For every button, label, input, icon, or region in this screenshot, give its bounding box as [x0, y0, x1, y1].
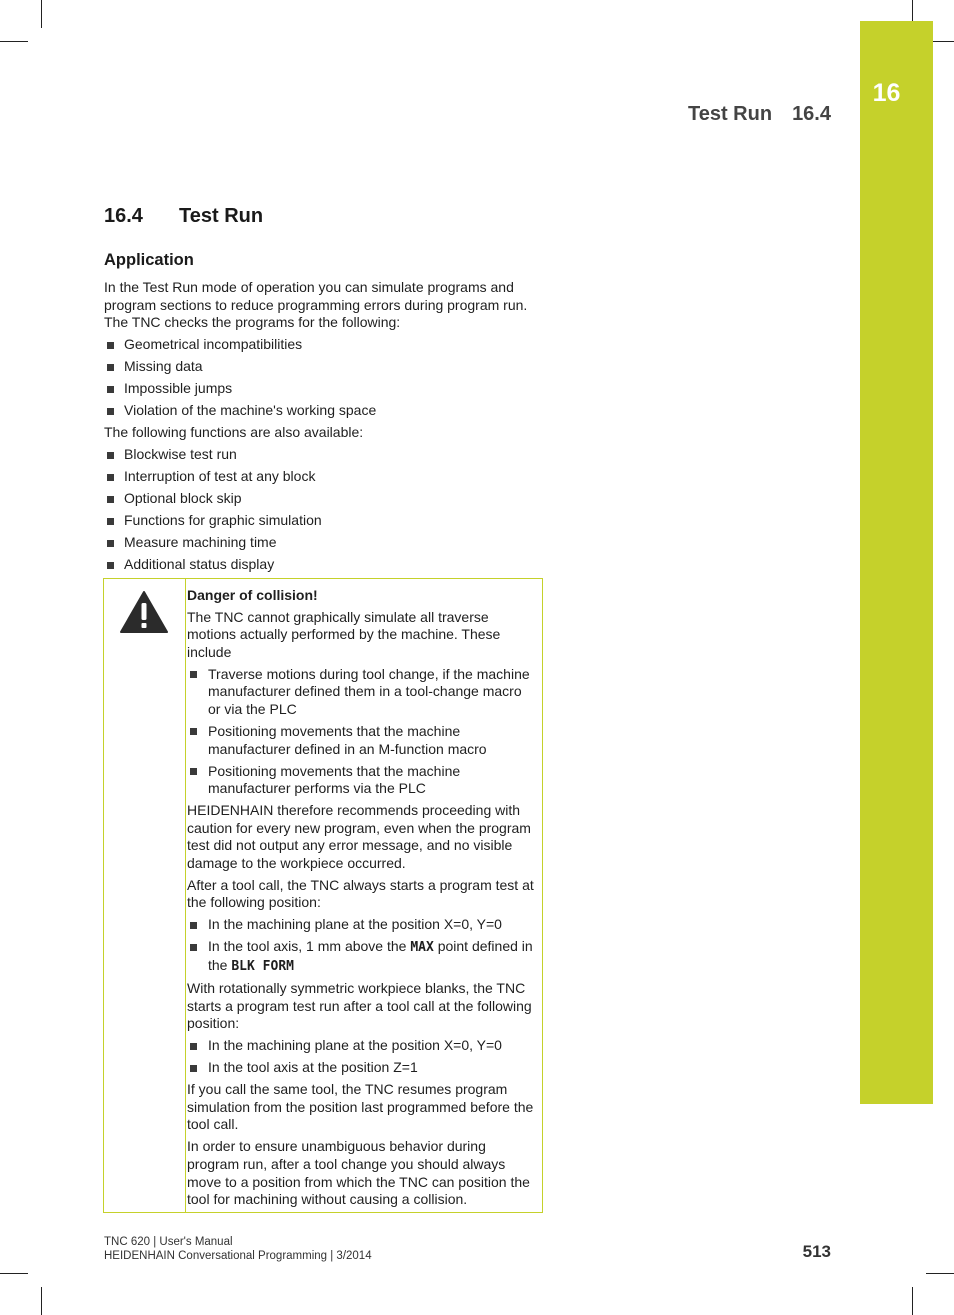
functions-list [104, 446, 544, 574]
warning-list [187, 1037, 537, 1077]
warning-divider [185, 579, 186, 1212]
functions-intro: The following functions are also available: [104, 424, 364, 441]
bullet-square-icon [107, 386, 114, 393]
warning-title: Danger of collision! [187, 587, 318, 603]
bullet-square-icon [190, 922, 197, 929]
list-item [104, 512, 544, 530]
list-item-text: Impossible jumps [124, 380, 233, 397]
bullet-square-icon [190, 671, 197, 678]
subheading: Application [104, 251, 194, 269]
list-item [104, 468, 544, 486]
list-item-text: Positioning movements that the machine manufacturer defined in an M-function macro [208, 722, 487, 757]
main-column [104, 279, 544, 578]
running-header-number: 16.4 [792, 103, 831, 125]
bullet-square-icon [107, 342, 114, 349]
chapter-tab [860, 21, 933, 1104]
warning-box [103, 578, 543, 1213]
warning-paragraph: With rotationally symmetric workpiece blanks, the TNC starts a program test run after a tool call at the following position: [187, 980, 532, 1032]
bullet-square-icon [190, 728, 197, 735]
list-item [104, 490, 544, 508]
crop-mark [41, 0, 42, 28]
crop-mark [912, 1287, 913, 1315]
list-item-text: Optional block skip [124, 490, 242, 507]
list-item [104, 534, 544, 552]
list-item-text: Blockwise test run [124, 446, 237, 463]
bullet-square-icon [107, 562, 114, 569]
checks-list [104, 336, 544, 420]
list-item-text: Violation of the machine's working space [124, 402, 377, 419]
warning-paragraph: After a tool call, the TNC always starts a program test at the following position: [187, 876, 534, 911]
list-item-text: In the machining plane at the position X=0, Y=0 [208, 1037, 502, 1054]
warning-content [187, 587, 537, 1213]
warning-triangle-icon [119, 590, 169, 634]
list-item-text: Missing data [124, 358, 203, 375]
list-item [104, 358, 544, 376]
list-item [187, 763, 537, 798]
list-item [187, 916, 537, 934]
crop-mark [41, 1287, 42, 1315]
bullet-square-icon [190, 768, 197, 775]
crop-mark [0, 1273, 28, 1274]
warning-list [187, 916, 537, 975]
page-number: 513 [802, 1242, 831, 1261]
crop-mark [0, 41, 28, 42]
bullet-square-icon [107, 518, 114, 525]
list-item-text: Traverse motions during tool change, if the machine manufacturer defined them in a tool-change macro or via the PLC [208, 665, 530, 717]
warning-list [187, 666, 537, 798]
list-item [187, 1037, 537, 1055]
list-item [104, 380, 544, 398]
list-item-text: point defined in the [208, 938, 533, 974]
list-item [187, 1059, 537, 1077]
crop-mark [926, 1273, 954, 1274]
code-keyword: BLK FORM [231, 959, 294, 975]
running-header-title: Test Run [687, 103, 773, 125]
list-item-text: Positioning movements that the machine manufacturer performs via the PLC [208, 762, 461, 797]
running-header [688, 103, 831, 126]
bullet-square-icon [190, 1065, 197, 1072]
list-item [187, 666, 537, 719]
warning-paragraph: If you call the same tool, the TNC resumes program simulation from the position last programmed before the tool call. [187, 1081, 534, 1133]
list-item-text: In the machining plane at the position X=0, Y=0 [208, 916, 502, 933]
section-title: Test Run [179, 205, 264, 227]
list-item [104, 336, 544, 354]
list-item-text: Geometrical incompatibilities [124, 336, 303, 353]
section-heading [104, 205, 263, 228]
intro-paragraph: In the Test Run mode of operation you can simulate programs and program sections to reduce programming errors during program run. The TNC checks the programs for the following: [104, 279, 528, 331]
bullet-square-icon [107, 364, 114, 371]
code-keyword: MAX [410, 940, 434, 956]
list-item-text: In the tool axis, 1 mm above the [208, 938, 411, 955]
section-number: 16.4 [104, 205, 143, 227]
footer-line: TNC 620 | User's Manual [104, 1236, 233, 1248]
footer [104, 1235, 372, 1263]
bullet-square-icon [107, 540, 114, 547]
warning-paragraph: In order to ensure unambiguous behavior during program run, after a tool change you should always move to a position from which the TNC can position the tool for machining without causing a collision. [187, 1138, 530, 1208]
list-item-text: Functions for graphic simulation [124, 512, 322, 529]
bullet-square-icon [107, 496, 114, 503]
bullet-square-icon [107, 408, 114, 415]
list-item [104, 556, 544, 574]
list-item-text: Interruption of test at any block [124, 468, 316, 485]
bullet-square-icon [107, 474, 114, 481]
warning-paragraph: The TNC cannot graphically simulate all traverse motions actually performed by the machine. These include [187, 608, 501, 660]
list-item-text: In the tool axis at the position Z=1 [208, 1059, 418, 1076]
list-item [187, 938, 537, 975]
footer-line: HEIDENHAIN Conversational Programming | 3/2014 [104, 1250, 372, 1262]
list-item [187, 723, 537, 758]
chapter-number: 16 [872, 79, 901, 107]
warning-paragraph: HEIDENHAIN therefore recommends proceeding with caution for every new program, even when the program test did not output any error message, and no visible damage to the workpiece occurred. [187, 802, 531, 871]
list-item-text: Additional status display [124, 556, 275, 573]
list-item [104, 402, 544, 420]
bullet-square-icon [190, 944, 197, 951]
list-item-text: Measure machining time [124, 534, 277, 551]
bullet-square-icon [190, 1043, 197, 1050]
list-item [104, 446, 544, 464]
bullet-square-icon [107, 452, 114, 459]
